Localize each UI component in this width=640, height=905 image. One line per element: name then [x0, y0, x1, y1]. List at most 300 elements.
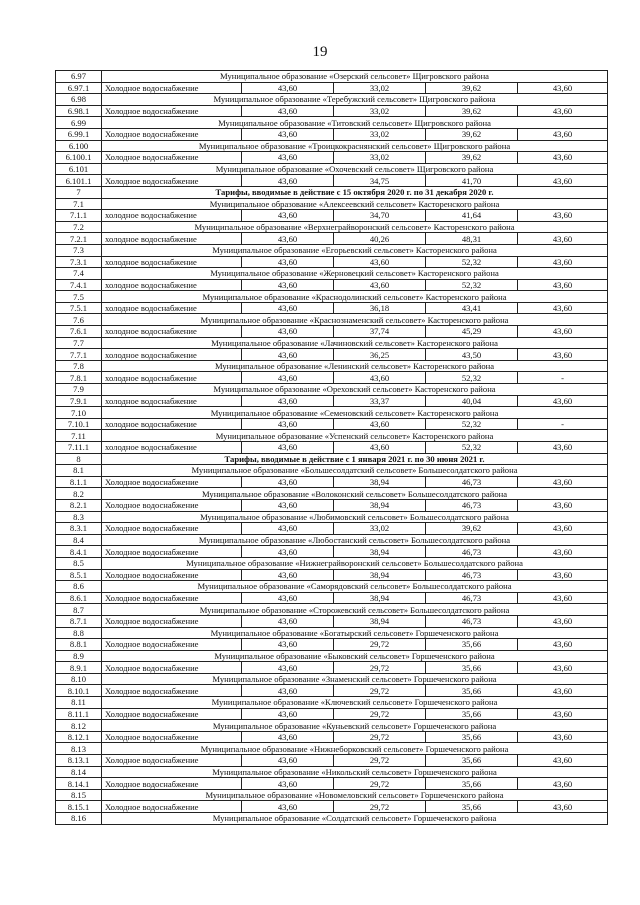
tariff-value-3: 39,62	[426, 82, 518, 94]
tariff-value: 43,60	[242, 662, 334, 674]
tariff-value: 43,60	[242, 372, 334, 384]
tariff-value-4: 43,60	[518, 105, 608, 117]
tariff-value: 43,60	[242, 801, 334, 813]
municipality-row	[56, 117, 608, 129]
row-code: 6.97	[56, 71, 102, 83]
service-name: холодное водоснабжение	[102, 326, 242, 338]
tariff-value: 43,60	[242, 476, 334, 488]
tariff-value: 43,60	[242, 128, 334, 140]
municipality-name: Муниципальное образование «Алексеевский сельсовет» Касторенского района	[102, 198, 608, 210]
row-code: 6.97.1	[56, 82, 102, 94]
tariff-value-2: 43,60	[334, 279, 426, 291]
tariff-value-4: -	[518, 372, 608, 384]
tariff-value: 43,60	[242, 210, 334, 222]
tariff-value-2: 38,94	[334, 546, 426, 558]
row-code: 7.8.1	[56, 372, 102, 384]
municipality-name: Муниципальное образование «Троицкокраснянский сельсовет» Щигровского района	[102, 140, 608, 152]
municipality-name: Муниципальное образование «Теребужский сельсовет» Щигровского района	[102, 94, 608, 106]
row-code: 6.98.1	[56, 105, 102, 117]
service-name: Холодное водоснабжение	[102, 105, 242, 117]
tariff-value-3: 35,66	[426, 731, 518, 743]
tariff-row	[56, 372, 608, 384]
service-name: Холодное водоснабжение	[102, 778, 242, 790]
tariff-row	[56, 349, 608, 361]
row-code: 8.6.1	[56, 592, 102, 604]
tariff-row	[56, 708, 608, 720]
row-code: 6.98	[56, 94, 102, 106]
tariff-row	[56, 685, 608, 697]
municipality-row	[56, 94, 608, 106]
tariff-value-4: 43,60	[518, 755, 608, 767]
service-name: Холодное водоснабжение	[102, 152, 242, 164]
tariff-value: 43,60	[242, 639, 334, 651]
municipality-row	[56, 743, 608, 755]
tariff-value-2: 29,72	[334, 639, 426, 651]
tariff-row	[56, 128, 608, 140]
tariff-row	[56, 395, 608, 407]
municipality-name: Муниципальное образование «Волоконский сельсовет» Большесолдатского района	[102, 488, 608, 500]
tariff-value: 43,60	[242, 82, 334, 94]
row-code: 7.8	[56, 360, 102, 372]
service-name: Холодное водоснабжение	[102, 476, 242, 488]
tariff-row	[56, 546, 608, 558]
row-code: 6.99	[56, 117, 102, 129]
municipality-row	[56, 789, 608, 801]
service-name: Холодное водоснабжение	[102, 128, 242, 140]
municipality-row	[56, 650, 608, 662]
row-code: 7.4.1	[56, 279, 102, 291]
municipality-name: Муниципальное образование «Лачиновский сельсовет» Касторенского района	[102, 337, 608, 349]
tariff-row	[56, 615, 608, 627]
row-code: 6.101.1	[56, 175, 102, 187]
municipality-name: Муниципальное образование «Семеновский сельсовет» Касторенского района	[102, 407, 608, 419]
tariff-row	[56, 755, 608, 767]
tariff-value-3: 35,66	[426, 755, 518, 767]
service-name: холодное водоснабжение	[102, 442, 242, 454]
tariff-value-3: 52,32	[426, 279, 518, 291]
tariff-value-2: 38,94	[334, 615, 426, 627]
service-name: Холодное водоснабжение	[102, 685, 242, 697]
tariff-value-2: 43,60	[334, 442, 426, 454]
tariff-value-4: 43,60	[518, 639, 608, 651]
tariff-row	[56, 256, 608, 268]
row-code: 6.101	[56, 163, 102, 175]
tariff-value-2: 43,60	[334, 418, 426, 430]
tariff-value-2: 38,94	[334, 499, 426, 511]
municipality-row	[56, 244, 608, 256]
municipality-row	[56, 407, 608, 419]
row-code: 7.11	[56, 430, 102, 442]
tariff-value: 43,60	[242, 395, 334, 407]
service-name: Холодное водоснабжение	[102, 175, 242, 187]
tariff-row	[56, 476, 608, 488]
service-name: холодное водоснабжение	[102, 279, 242, 291]
row-code: 7.2	[56, 221, 102, 233]
tariff-value: 43,60	[242, 685, 334, 697]
row-code: 7.10.1	[56, 418, 102, 430]
tariff-value-3: 39,62	[426, 105, 518, 117]
tariff-value-4: 43,60	[518, 349, 608, 361]
tariff-value-4: 43,60	[518, 708, 608, 720]
tariff-value: 43,60	[242, 499, 334, 511]
tariff-value-2: 38,94	[334, 476, 426, 488]
tariff-value-3: 52,32	[426, 418, 518, 430]
tariff-value: 43,60	[242, 442, 334, 454]
tariff-value: 43,60	[242, 256, 334, 268]
row-code: 8.3	[56, 511, 102, 523]
tariff-value-2: 33,02	[334, 523, 426, 535]
section-header-row	[56, 453, 608, 465]
row-code: 7.9	[56, 384, 102, 396]
municipality-row	[56, 314, 608, 326]
municipality-name: Муниципальное образование «Титовский сельсовет» Щигровского района	[102, 117, 608, 129]
row-code: 8.11.1	[56, 708, 102, 720]
municipality-row	[56, 766, 608, 778]
tariff-row	[56, 326, 608, 338]
municipality-name: Муниципальное образование «Краснодолинский сельсовет» Касторенского района	[102, 291, 608, 303]
tariff-row	[56, 442, 608, 454]
tariff-row	[56, 279, 608, 291]
tariff-value-4: 43,60	[518, 801, 608, 813]
tariff-value-2: 29,72	[334, 685, 426, 697]
tariff-row	[56, 105, 608, 117]
row-code: 8.13	[56, 743, 102, 755]
row-code: 7.10	[56, 407, 102, 419]
row-code: 8.11	[56, 697, 102, 709]
tariff-value: 43,60	[242, 615, 334, 627]
service-name: Холодное водоснабжение	[102, 755, 242, 767]
tariff-value: 43,60	[242, 326, 334, 338]
tariff-value-4: 43,60	[518, 592, 608, 604]
municipality-row	[56, 140, 608, 152]
municipality-row	[56, 813, 608, 825]
service-name: Холодное водоснабжение	[102, 546, 242, 558]
tariff-value-4: 43,60	[518, 499, 608, 511]
tariff-value-4: 43,60	[518, 326, 608, 338]
municipality-row	[56, 291, 608, 303]
row-code: 7.7	[56, 337, 102, 349]
municipality-row	[56, 465, 608, 477]
section-title: Тарифы, вводимые в действие с 15 октября 2020 г. по 31 декабря 2020 г.	[102, 186, 608, 198]
row-code: 8.2	[56, 488, 102, 500]
municipality-row	[56, 697, 608, 709]
tariff-value-2: 38,94	[334, 592, 426, 604]
tariff-value-4: 43,60	[518, 476, 608, 488]
row-code: 8.15.1	[56, 801, 102, 813]
tariff-value-3: 43,41	[426, 302, 518, 314]
row-code: 8.12	[56, 720, 102, 732]
municipality-row	[56, 627, 608, 639]
service-name: холодное водоснабжение	[102, 210, 242, 222]
row-code: 7.11.1	[56, 442, 102, 454]
row-code: 6.100	[56, 140, 102, 152]
row-code: 8.4	[56, 534, 102, 546]
municipality-name: Муниципальное образование «Новомеловский сельсовет» Горшеченского района	[102, 789, 608, 801]
tariff-value-4: -	[518, 418, 608, 430]
row-code: 7	[56, 186, 102, 198]
municipality-name: Муниципальное образование «Знаменский сельсовет» Горшеченского района	[102, 673, 608, 685]
section-title: Тарифы, вводимые в действие с 1 января 2021 г. по 30 июня 2021 г.	[102, 453, 608, 465]
row-code: 8.4.1	[56, 546, 102, 558]
tariff-row	[56, 592, 608, 604]
service-name: Холодное водоснабжение	[102, 639, 242, 651]
municipality-row	[56, 221, 608, 233]
tariff-value-3: 43,50	[426, 349, 518, 361]
section-header-row	[56, 186, 608, 198]
service-name: Холодное водоснабжение	[102, 731, 242, 743]
municipality-row	[56, 511, 608, 523]
row-code: 7.6	[56, 314, 102, 326]
row-code: 8.14.1	[56, 778, 102, 790]
tariff-value-4: 43,60	[518, 210, 608, 222]
tariff-value-4: 43,60	[518, 778, 608, 790]
tariff-row	[56, 569, 608, 581]
municipality-row	[56, 534, 608, 546]
tariff-value-3: 46,73	[426, 499, 518, 511]
tariff-value: 43,60	[242, 546, 334, 558]
municipality-name: Муниципальное образование «Успенский сельсовет» Касторенского района	[102, 430, 608, 442]
tariff-value: 43,60	[242, 592, 334, 604]
page-number: 19	[312, 44, 328, 60]
tariff-value-3: 39,62	[426, 152, 518, 164]
row-code: 8.14	[56, 766, 102, 778]
tariff-value: 43,60	[242, 778, 334, 790]
row-code: 8	[56, 453, 102, 465]
municipality-row	[56, 163, 608, 175]
tariff-table	[55, 70, 608, 825]
municipality-name: Муниципальное образование «Большесолдатский сельсовет» Большесолдатского района	[102, 465, 608, 477]
tariff-row	[56, 152, 608, 164]
tariff-value-2: 43,60	[334, 256, 426, 268]
tariff-value-2: 37,74	[334, 326, 426, 338]
municipality-row	[56, 557, 608, 569]
service-name: холодное водоснабжение	[102, 372, 242, 384]
service-name: Холодное водоснабжение	[102, 708, 242, 720]
municipality-row	[56, 673, 608, 685]
tariff-row	[56, 418, 608, 430]
municipality-name: Муниципальное образование «Краснознаменский сельсовет» Касторенского района	[102, 314, 608, 326]
municipality-row	[56, 488, 608, 500]
row-code: 7.1.1	[56, 210, 102, 222]
tariff-row	[56, 233, 608, 245]
service-name: Холодное водоснабжение	[102, 82, 242, 94]
tariff-value-4: 43,60	[518, 662, 608, 674]
tariff-value-3: 46,73	[426, 569, 518, 581]
tariff-value-3: 41,70	[426, 175, 518, 187]
row-code: 8.2.1	[56, 499, 102, 511]
tariff-value-3: 48,31	[426, 233, 518, 245]
service-name: холодное водоснабжение	[102, 256, 242, 268]
municipality-name: Муниципальное образование «Любостанский сельсовет» Большесолдатского района	[102, 534, 608, 546]
tariff-value-2: 34,75	[334, 175, 426, 187]
tariff-value-4: 43,60	[518, 233, 608, 245]
tariff-value-3: 46,73	[426, 476, 518, 488]
tariff-value-2: 33,02	[334, 128, 426, 140]
tariff-value: 43,60	[242, 152, 334, 164]
municipality-row	[56, 384, 608, 396]
municipality-name: Муниципальное образование «Жерновецкий сельсовет» Касторенского района	[102, 268, 608, 280]
row-code: 7.1	[56, 198, 102, 210]
municipality-name: Муниципальное образование «Нижнеграйворонский сельсовет» Большесолдатского района	[102, 557, 608, 569]
tariff-value-4: 43,60	[518, 546, 608, 558]
service-name: холодное водоснабжение	[102, 418, 242, 430]
tariff-value-3: 45,29	[426, 326, 518, 338]
municipality-row	[56, 720, 608, 732]
row-code: 8.13.1	[56, 755, 102, 767]
row-code: 8.6	[56, 581, 102, 593]
tariff-value-3: 35,66	[426, 778, 518, 790]
tariff-value-3: 35,66	[426, 708, 518, 720]
service-name: холодное водоснабжение	[102, 395, 242, 407]
municipality-row	[56, 337, 608, 349]
row-code: 7.4	[56, 268, 102, 280]
tariff-value-3: 46,73	[426, 592, 518, 604]
tariff-row	[56, 801, 608, 813]
tariff-value: 43,60	[242, 523, 334, 535]
tariff-value: 43,60	[242, 418, 334, 430]
tariff-value-4: 43,60	[518, 302, 608, 314]
tariff-value: 43,60	[242, 302, 334, 314]
municipality-row	[56, 268, 608, 280]
tariff-value-2: 38,94	[334, 569, 426, 581]
tariff-value: 43,60	[242, 708, 334, 720]
row-code: 8.8.1	[56, 639, 102, 651]
service-name: Холодное водоснабжение	[102, 523, 242, 535]
tariff-value-3: 52,32	[426, 442, 518, 454]
row-code: 8.16	[56, 813, 102, 825]
row-code: 7.2.1	[56, 233, 102, 245]
service-name: холодное водоснабжение	[102, 302, 242, 314]
tariff-value-3: 35,66	[426, 685, 518, 697]
tariff-value-2: 36,25	[334, 349, 426, 361]
tariff-value-3: 35,66	[426, 639, 518, 651]
tariff-row	[56, 82, 608, 94]
tariff-value-2: 29,72	[334, 778, 426, 790]
service-name: Холодное водоснабжение	[102, 615, 242, 627]
service-name: Холодное водоснабжение	[102, 592, 242, 604]
tariff-row	[56, 175, 608, 187]
municipality-name: Муниципальное образование «Охочевский сельсовет» Щигровского района	[102, 163, 608, 175]
row-code: 8.5	[56, 557, 102, 569]
tariff-value-3: 46,73	[426, 615, 518, 627]
row-code: 8.1	[56, 465, 102, 477]
row-code: 7.6.1	[56, 326, 102, 338]
tariff-value-3: 52,32	[426, 372, 518, 384]
tariff-value-2: 29,72	[334, 801, 426, 813]
tariff-value: 43,60	[242, 569, 334, 581]
row-code: 8.5.1	[56, 569, 102, 581]
row-code: 8.10.1	[56, 685, 102, 697]
tariff-value-2: 40,26	[334, 233, 426, 245]
tariff-value-4: 43,60	[518, 175, 608, 187]
row-code: 7.9.1	[56, 395, 102, 407]
tariff-row	[56, 639, 608, 651]
municipality-row	[56, 71, 608, 83]
row-code: 7.5	[56, 291, 102, 303]
municipality-row	[56, 360, 608, 372]
row-code: 6.100.1	[56, 152, 102, 164]
municipality-name: Муниципальное образование «Любимовский сельсовет» Большесолдатского района	[102, 511, 608, 523]
tariff-table-body	[56, 71, 608, 825]
tariff-value-2: 33,02	[334, 105, 426, 117]
tariff-value-2: 29,72	[334, 708, 426, 720]
tariff-row	[56, 210, 608, 222]
tariff-value: 43,60	[242, 105, 334, 117]
tariff-row	[56, 731, 608, 743]
row-code: 6.99.1	[56, 128, 102, 140]
municipality-name: Муниципальное образование «Сторожевский сельсовет» Большесолдатского района	[102, 604, 608, 616]
tariff-value-3: 41,64	[426, 210, 518, 222]
municipality-name: Муниципальное образование «Солдатский сельсовет» Горшеченского района	[102, 813, 608, 825]
row-code: 7.3.1	[56, 256, 102, 268]
municipality-row	[56, 198, 608, 210]
row-code: 7.7.1	[56, 349, 102, 361]
tariff-value-3: 35,66	[426, 662, 518, 674]
municipality-name: Муниципальное образование «Егорьевский сельсовет» Касторенского района	[102, 244, 608, 256]
row-code: 8.7	[56, 604, 102, 616]
tariff-value-4: 43,60	[518, 395, 608, 407]
tariff-value-2: 33,02	[334, 152, 426, 164]
service-name: холодное водоснабжение	[102, 349, 242, 361]
tariff-row	[56, 778, 608, 790]
tariff-value-4: 43,60	[518, 569, 608, 581]
tariff-row	[56, 302, 608, 314]
municipality-name: Муниципальное образование «Верхнеграйворонский сельсовет» Касторенского района	[102, 221, 608, 233]
municipality-row	[56, 581, 608, 593]
municipality-name: Муниципальное образование «Куньевский сельсовет» Горшеченского района	[102, 720, 608, 732]
tariff-value-4: 43,60	[518, 731, 608, 743]
tariff-row	[56, 499, 608, 511]
tariff-value: 43,60	[242, 731, 334, 743]
municipality-name: Муниципальное образование «Богатырский сельсовет» Горшеченского района	[102, 627, 608, 639]
tariff-value-3: 39,62	[426, 523, 518, 535]
tariff-value: 43,60	[242, 279, 334, 291]
tariff-value-3: 46,73	[426, 546, 518, 558]
service-name: Холодное водоснабжение	[102, 499, 242, 511]
tariff-value-2: 33,02	[334, 82, 426, 94]
row-code: 8.8	[56, 627, 102, 639]
row-code: 8.10	[56, 673, 102, 685]
tariff-value-4: 43,60	[518, 523, 608, 535]
tariff-value-3: 40,04	[426, 395, 518, 407]
municipality-name: Муниципальное образование «Озерский сельсовет» Щигровского района	[102, 71, 608, 83]
service-name: Холодное водоснабжение	[102, 801, 242, 813]
tariff-value-2: 33,37	[334, 395, 426, 407]
tariff-value: 43,60	[242, 233, 334, 245]
tariff-value-4: 43,60	[518, 685, 608, 697]
tariff-value-2: 43,60	[334, 372, 426, 384]
tariff-row	[56, 662, 608, 674]
service-name: холодное водоснабжение	[102, 233, 242, 245]
municipality-row	[56, 604, 608, 616]
municipality-name: Муниципальное образование «Саморядовский сельсовет» Большесолдатского района	[102, 581, 608, 593]
tariff-value-4: 43,60	[518, 128, 608, 140]
tariff-value-2: 34,70	[334, 210, 426, 222]
tariff-value-4: 43,60	[518, 615, 608, 627]
municipality-name: Муниципальное образование «Ключевский сельсовет» Горшеченского района	[102, 697, 608, 709]
municipality-name: Муниципальное образование «Ленинский сельсовет» Касторенского района	[102, 360, 608, 372]
tariff-row	[56, 523, 608, 535]
municipality-name: Муниципальное образование «Ореховский сельсовет» Касторенского района	[102, 384, 608, 396]
tariff-value-2: 36,18	[334, 302, 426, 314]
tariff-value: 43,60	[242, 349, 334, 361]
municipality-row	[56, 430, 608, 442]
service-name: Холодное водоснабжение	[102, 662, 242, 674]
tariff-value-3: 52,32	[426, 256, 518, 268]
service-name: Холодное водоснабжение	[102, 569, 242, 581]
tariff-value-4: 43,60	[518, 152, 608, 164]
tariff-value-4: 43,60	[518, 442, 608, 454]
